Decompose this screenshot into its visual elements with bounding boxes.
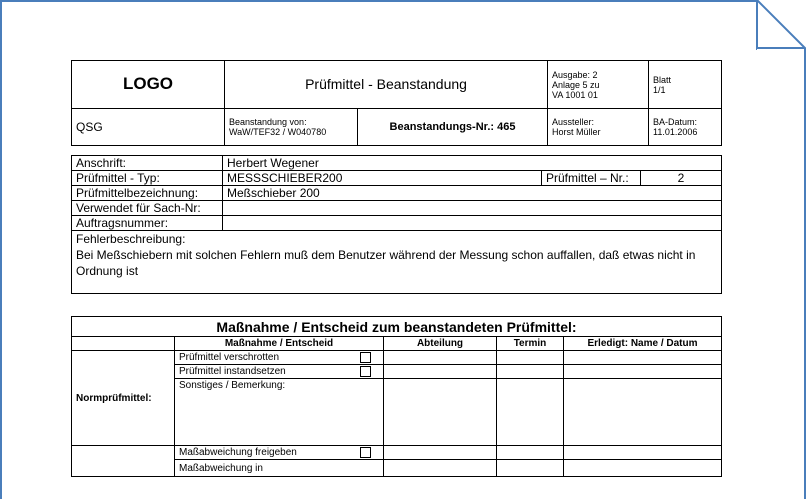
freigeben-checkbox[interactable] bbox=[360, 447, 371, 458]
nr-label: Prüfmittel – Nr.: bbox=[542, 171, 641, 186]
auftrag-label: Auftragsnummer: bbox=[72, 216, 223, 231]
ba-datum-value: 11.01.2006 bbox=[653, 127, 698, 137]
bezeichnung-value: Meßschieber 200 bbox=[223, 186, 722, 201]
col-termin: Termin bbox=[497, 337, 564, 351]
page-top-border bbox=[0, 0, 757, 2]
verschrotten-termin bbox=[497, 351, 564, 365]
aussteller-label: Aussteller: bbox=[552, 117, 595, 127]
instandsetzen-erledigt bbox=[564, 365, 722, 379]
anschrift-value: Herbert Wegener bbox=[223, 156, 722, 171]
massnahme-title: Maßnahme / Entscheid zum beanstandeten Prüfmittel: bbox=[72, 317, 722, 337]
verschrotten-checkbox[interactable] bbox=[360, 352, 371, 363]
aussteller-value: Horst Müller bbox=[552, 127, 601, 137]
verwendet-value bbox=[223, 201, 722, 216]
freigeben-cell bbox=[175, 446, 384, 460]
verschrotten-abteilung bbox=[384, 351, 497, 365]
ba-datum-cell bbox=[649, 109, 722, 146]
freigeben-abteilung bbox=[384, 446, 497, 460]
abweichung-in-erledigt bbox=[564, 460, 722, 477]
verschrotten-erledigt bbox=[564, 351, 722, 365]
bezeichnung-label: Prüfmittelbezeichnung: bbox=[72, 186, 223, 201]
typ-value: MESSSCHIEBER200 bbox=[223, 171, 542, 186]
page-fold-corner bbox=[756, 0, 806, 50]
sonstiges-erledigt bbox=[564, 379, 722, 446]
freigeben-termin bbox=[497, 446, 564, 460]
freigeben-erledigt bbox=[564, 446, 722, 460]
verschrotten-label: Prüfmittel verschrotten bbox=[179, 352, 280, 363]
title-cell bbox=[225, 61, 548, 109]
ba-datum-label: BA-Datum: bbox=[653, 117, 698, 127]
ausgabe-line-2: Anlage 5 zu bbox=[552, 79, 600, 90]
auftrag-value bbox=[223, 216, 722, 231]
fehler-text: Bei Meßschiebern mit solchen Fehlern muß dem Benutzer während der Messung schon auffallen, daß etwas nicht in Ordnung ist bbox=[76, 248, 696, 278]
logo-cell bbox=[72, 61, 225, 109]
beanstandung-von-value: WaW/TEF32 / W040780 bbox=[229, 127, 327, 137]
sonstiges-termin bbox=[497, 379, 564, 446]
massnahme-table bbox=[71, 316, 722, 477]
abweichung-in-cell bbox=[175, 460, 384, 477]
col-massnahme: Maßnahme / Entscheid bbox=[175, 337, 384, 351]
aussteller-cell bbox=[548, 109, 649, 146]
fehler-label: Fehlerbeschreibung: bbox=[76, 232, 186, 246]
blatt-label: Blatt bbox=[653, 74, 672, 85]
blatt-value: 1/1 bbox=[653, 84, 666, 95]
instandsetzen-cell bbox=[175, 365, 384, 379]
ausgabe-line-3: VA 1001 01 bbox=[552, 89, 598, 100]
beanstandungs-nr-cell bbox=[358, 109, 548, 146]
instandsetzen-abteilung bbox=[384, 365, 497, 379]
logo: LOGO bbox=[122, 73, 174, 93]
beanstandung-von-label: Beanstandung von: bbox=[229, 117, 307, 127]
anschrift-label: Anschrift: bbox=[72, 156, 223, 171]
sonstiges-label: Sonstiges / Bemerkung: bbox=[179, 380, 286, 391]
col-erledigt: Erledigt: Name / Datum bbox=[564, 337, 722, 351]
sonstiges-abteilung bbox=[384, 379, 497, 446]
normpruefmittel-label: Normprüfmittel: bbox=[76, 392, 152, 404]
empty-header-cell bbox=[72, 337, 175, 351]
abweichung-in-label: Maßabweichung in bbox=[179, 462, 263, 474]
freigeben-label: Maßabweichung freigeben bbox=[179, 447, 297, 458]
fehler-cell bbox=[72, 231, 722, 294]
header-table bbox=[71, 60, 722, 146]
ausgabe-cell bbox=[548, 61, 649, 109]
normpruefmittel-cell bbox=[72, 351, 175, 446]
abweichung-in-termin bbox=[497, 460, 564, 477]
col-abteilung: Abteilung bbox=[384, 337, 497, 351]
beanstandungs-nr: Beanstandungs-Nr.: 465 bbox=[389, 121, 516, 133]
instandsetzen-checkbox[interactable] bbox=[360, 366, 371, 377]
qsg-cell bbox=[72, 109, 225, 146]
sonstiges-cell bbox=[175, 379, 384, 446]
qsg-label: QSG bbox=[76, 119, 103, 134]
abweichung-in-abteilung bbox=[384, 460, 497, 477]
nr-value: 2 bbox=[641, 171, 722, 186]
instandsetzen-label: Prüfmittel instandsetzen bbox=[179, 366, 286, 377]
blatt-cell bbox=[649, 61, 722, 109]
info-table bbox=[71, 155, 722, 294]
verwendet-label: Verwendet für Sach-Nr: bbox=[72, 201, 223, 216]
abweichung-group-cell bbox=[72, 446, 175, 477]
page-title: Prüfmittel - Beanstandung bbox=[305, 75, 467, 92]
instandsetzen-termin bbox=[497, 365, 564, 379]
beanstandung-von-cell bbox=[225, 109, 358, 146]
ausgabe-line-1: Ausgabe: 2 bbox=[552, 69, 598, 80]
verschrotten-cell bbox=[175, 351, 384, 365]
typ-label: Prüfmittel - Typ: bbox=[72, 171, 223, 186]
